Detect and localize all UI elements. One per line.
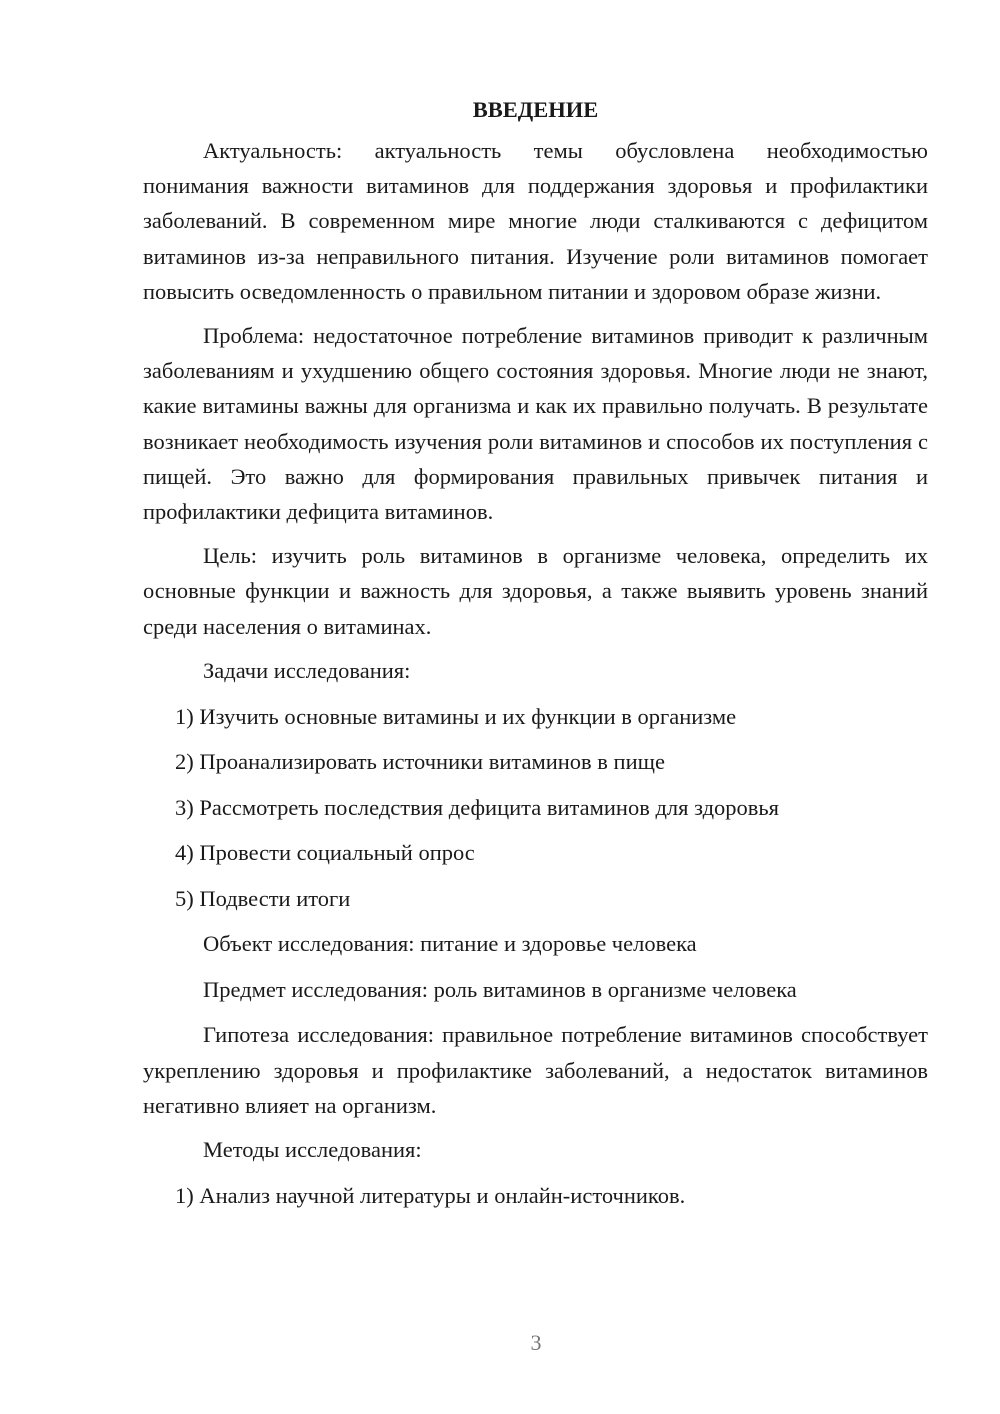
page-number: 3 (530, 1330, 542, 1355)
tasks-label: Задачи исследования: (203, 658, 411, 684)
task-item: 5) Подвести итоги (175, 885, 351, 911)
relevance-paragraph: Актуальность: актуальность темы обусловлена необходимостью понимания важности витаминов для поддержания здоровья и профилактики заболеваний. В современном мире многие люди сталкиваются с дефицитом витаминов из-за неправильного питания. Изучение роли витаминов помогает повысить осведомленность о правильном питании и здоровом образе жизни. (143, 138, 928, 304)
research-subject: Предмет исследования: роль витаминов в организме человека (203, 976, 797, 1002)
methods-label: Методы исследования: (203, 1137, 422, 1163)
method-item: 1) Анализ научной литературы и онлайн-источников. (175, 1182, 686, 1208)
task-item: 3) Рассмотреть последствия дефицита витаминов для здоровья (175, 794, 780, 820)
document-page (143, 92, 928, 1214)
research-object: Объект исследования: питание и здоровье человека (203, 931, 697, 957)
problem-paragraph: Проблема: недостаточное потребление витаминов приводит к различным заболеваниям и ухудшению общего состояния здоровья. Многие люди не знают, какие витамины важны для организма и как их правильно получать. В результате возникает необходимость изучения роли витаминов и способов их поступления с пищей. Это важно для формирования правильных привычек питания и профилактики дефицита витаминов. (143, 323, 928, 525)
page-title: ВВЕДЕНИЕ (472, 97, 599, 122)
task-item: 1) Изучить основные витамины и их функции в организме (175, 703, 737, 729)
task-item: 2) Проанализировать источники витаминов в пище (175, 749, 665, 775)
task-item: 4) Провести социальный опрос (175, 840, 475, 866)
hypothesis-paragraph: Гипотеза исследования: правильное потребление витаминов способствует укреплению здоровья и профилактике заболеваний, а недостаток витаминов негативно влияет на организм. (143, 1022, 928, 1118)
goal-paragraph: Цель: изучить роль витаминов в организме человека, определить их основные функции и важность для здоровья, а также выявить уровень знаний среди населения о витаминах. (143, 543, 928, 639)
